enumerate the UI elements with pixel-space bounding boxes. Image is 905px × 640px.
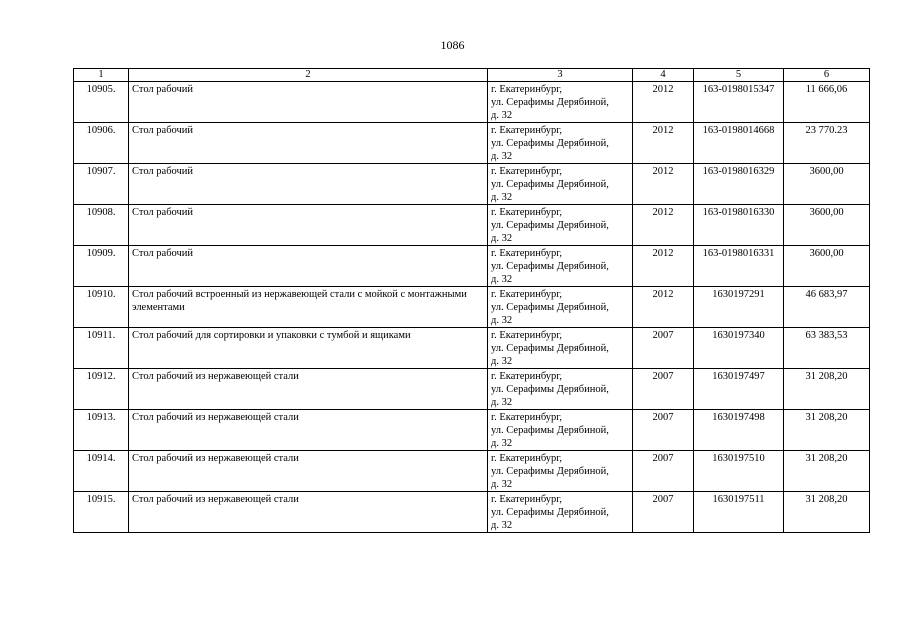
table-row [74,451,870,492]
address-line: ул. Серафимы Дерябиной, [491,425,609,436]
inventory-number: 1630197510 [694,451,784,492]
inventory-number: 1630197291 [694,287,784,328]
table-row [74,123,870,164]
inventory-number: 163-0198015347 [694,82,784,123]
address-line: г. Екатеринбург, [491,494,563,505]
item-address [488,123,633,164]
item-name: Стол рабочий [129,123,488,164]
item-cost: 46 683,97 [784,287,870,328]
item-year: 2007 [633,328,694,369]
item-name: Стол рабочий из нержавеющей стали [129,369,488,410]
address-line: ул. Серафимы Дерябиной, [491,220,609,231]
address-line: ул. Серафимы Дерябиной, [491,138,609,149]
inventory-number: 1630197497 [694,369,784,410]
item-cost: 11 666,06 [784,82,870,123]
item-year: 2012 [633,164,694,205]
address-line: г. Екатеринбург, [491,166,563,177]
address-line: ул. Серафимы Дерябиной, [491,466,609,477]
item-cost: 31 208,20 [784,451,870,492]
inventory-number: 1630197511 [694,492,784,533]
item-year: 2012 [633,246,694,287]
address-line: г. Екатеринбург, [491,84,563,95]
header-col-4: 4 [633,69,694,82]
address-line: д. 32 [491,479,513,490]
item-cost: 23 770.23 [784,123,870,164]
item-cost: 31 208,20 [784,369,870,410]
address-line: г. Екатеринбург, [491,412,563,423]
header-col-5: 5 [694,69,784,82]
address-line: д. 32 [491,151,513,162]
inventory-number: 1630197340 [694,328,784,369]
page-number: 1086 [440,38,465,52]
row-number: 10915. [74,492,129,533]
table-row [74,205,870,246]
item-address [488,164,633,205]
address-line: г. Екатеринбург, [491,248,563,259]
address-line: д. 32 [491,110,513,121]
item-year: 2007 [633,410,694,451]
inventory-number: 163-0198016330 [694,205,784,246]
address-line: г. Екатеринбург, [491,330,563,341]
address-line: ул. Серафимы Дерябиной, [491,261,609,272]
address-line: д. 32 [491,315,513,326]
header-col-3: 3 [488,69,633,82]
row-number: 10914. [74,451,129,492]
address-line: ул. Серафимы Дерябиной, [491,507,609,518]
inventory-number: 163-0198016329 [694,164,784,205]
item-address [488,410,633,451]
address-line: д. 32 [491,274,513,285]
address-line: ул. Серафимы Дерябиной, [491,302,609,313]
address-line: г. Екатеринбург, [491,289,563,300]
address-line: г. Екатеринбург, [491,125,563,136]
item-cost: 3600,00 [784,205,870,246]
item-name: Стол рабочий встроенный из нержавеющей стали с мойкой с монтажными элементами [129,287,488,328]
item-address [488,492,633,533]
address-line: г. Екатеринбург, [491,371,563,382]
item-name: Стол рабочий [129,82,488,123]
item-cost: 3600,00 [784,246,870,287]
row-number: 10908. [74,205,129,246]
table-row [74,287,870,328]
item-name: Стол рабочий из нержавеющей стали [129,451,488,492]
item-name: Стол рабочий из нержавеющей стали [129,410,488,451]
address-line: ул. Серафимы Дерябиной, [491,179,609,190]
item-cost: 3600,00 [784,164,870,205]
header-col-6: 6 [784,69,870,82]
row-number: 10912. [74,369,129,410]
address-line: д. 32 [491,438,513,449]
address-line: ул. Серафимы Дерябиной, [491,384,609,395]
row-number: 10910. [74,287,129,328]
row-number: 10906. [74,123,129,164]
address-line: д. 32 [491,397,513,408]
table-row [74,369,870,410]
row-number: 10907. [74,164,129,205]
row-number: 10905. [74,82,129,123]
header-col-1: 1 [74,69,129,82]
inventory-number: 163-0198014668 [694,123,784,164]
item-name: Стол рабочий для сортировки и упаковки с тумбой и ящиками [129,328,488,369]
item-address [488,451,633,492]
table-row [74,246,870,287]
item-year: 2007 [633,369,694,410]
row-number: 10909. [74,246,129,287]
item-address [488,328,633,369]
item-name: Стол рабочий [129,205,488,246]
row-number: 10911. [74,328,129,369]
item-cost: 31 208,20 [784,410,870,451]
item-year: 2012 [633,287,694,328]
item-year: 2012 [633,82,694,123]
address-line: д. 32 [491,233,513,244]
address-line: ул. Серафимы Дерябиной, [491,97,609,108]
address-line: д. 32 [491,192,513,203]
item-cost: 63 383,53 [784,328,870,369]
inventory-number: 163-0198016331 [694,246,784,287]
item-name: Стол рабочий [129,246,488,287]
table-row [74,328,870,369]
table-row [74,164,870,205]
item-address [488,82,633,123]
item-year: 2012 [633,123,694,164]
table-row [74,410,870,451]
property-register-table [73,68,870,533]
table-row [74,492,870,533]
address-line: г. Екатеринбург, [491,453,563,464]
table-header [74,69,870,82]
address-line: г. Екатеринбург, [491,207,563,218]
item-year: 2007 [633,451,694,492]
item-name: Стол рабочий из нержавеющей стали [129,492,488,533]
item-cost: 31 208,20 [784,492,870,533]
table-row [74,82,870,123]
item-address [488,369,633,410]
item-address [488,205,633,246]
address-line: д. 32 [491,356,513,367]
item-address [488,287,633,328]
item-address [488,246,633,287]
item-year: 2007 [633,492,694,533]
item-year: 2012 [633,205,694,246]
header-col-2: 2 [129,69,488,82]
item-name: Стол рабочий [129,164,488,205]
address-line: ул. Серафимы Дерябиной, [491,343,609,354]
table-body [74,82,870,533]
inventory-number: 1630197498 [694,410,784,451]
header-row [74,69,870,82]
address-line: д. 32 [491,520,513,531]
row-number: 10913. [74,410,129,451]
